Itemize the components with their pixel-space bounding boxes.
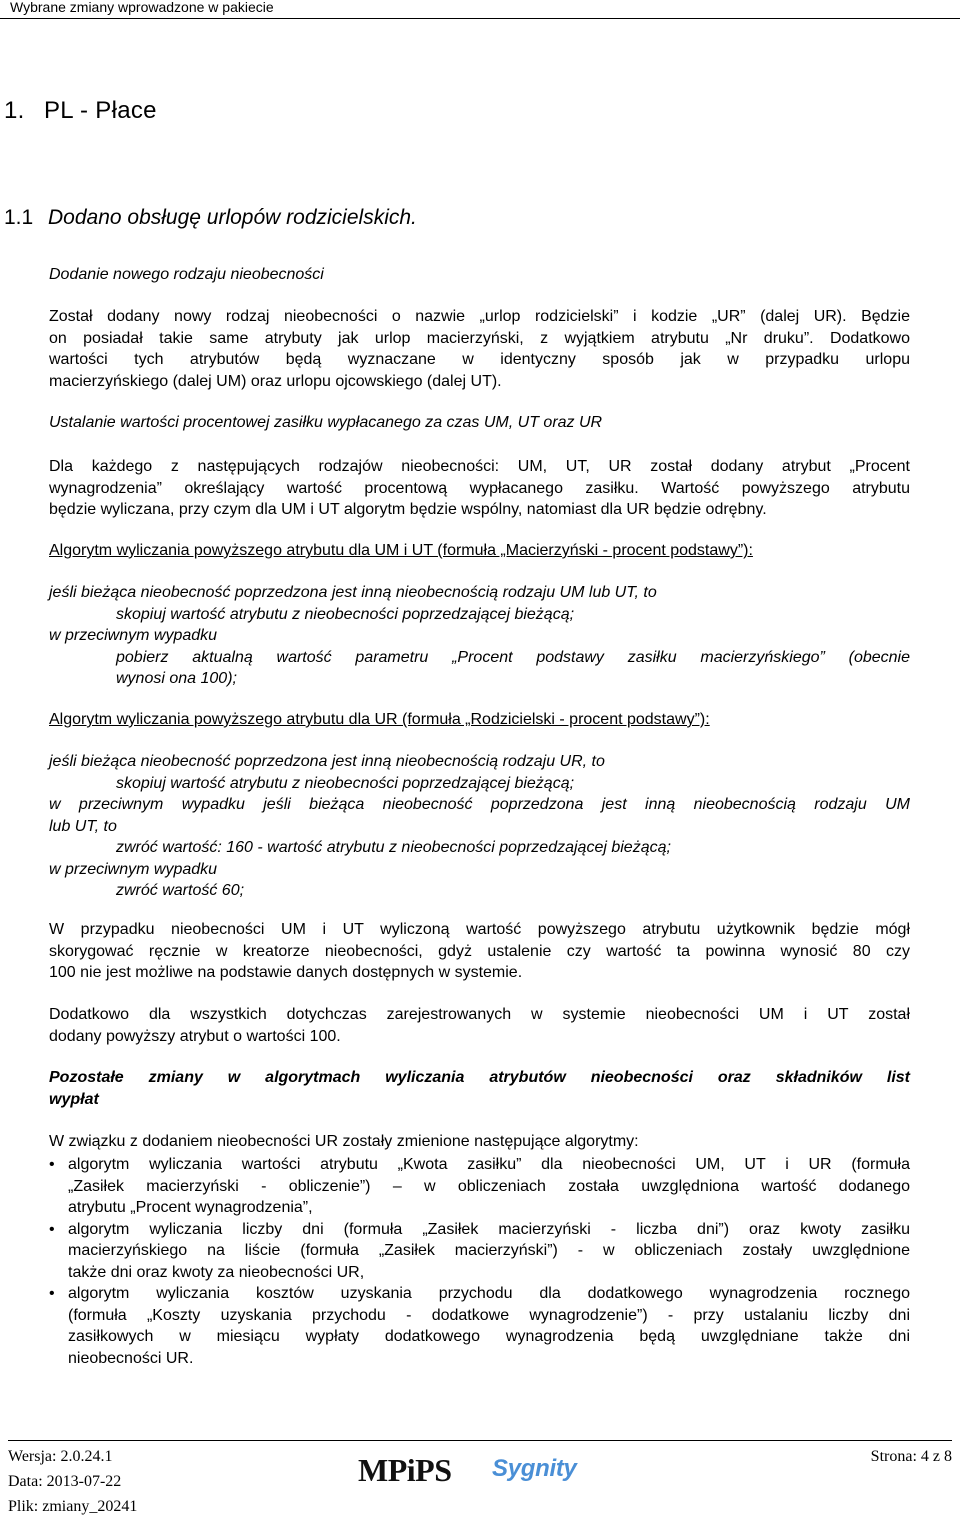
paragraph-line: macierzyńskiego (dalej UM) oraz urlopu ojcowskiego (dalej UT).: [49, 372, 502, 390]
algorithm-line: w przeciwnym wypadku: [49, 627, 218, 644]
paragraph-existing-absences: [49, 1004, 910, 1047]
list-item-line: • algorytm wyliczania kosztów uzyskania przychodu dla dodatkowego wynagrodzenia rocznego: [68, 1285, 910, 1302]
paragraph-line: W przypadku nieobecności UM i UT wyliczoną wartość powyższego atrybutu użytkownik będzie mógł: [49, 921, 910, 938]
paragraph-line: wartości tych atrybutów będą wyznaczane w identyczny sposób jak w przypadku urlopu: [49, 351, 910, 368]
subheading-new-absence-type: Dodanie nowego rodzaju nieobecności: [49, 266, 324, 283]
algorithm-line: pobierz aktualną wartość parametru „Procent podstawy zasiłku macierzyńskiego” (obecnie: [116, 648, 910, 666]
subheading-percent-value: Ustalanie wartości procentowej zasiłku wypłacanego za czas UM, UT oraz UR: [49, 414, 603, 431]
subheading-other-changes: [49, 1067, 910, 1110]
paragraph-line: Został dodany nowy rodzaj nieobecności o nazwie „urlop rodzicielski” i kodzie „UR” (dalej UR). Będzie: [49, 308, 910, 325]
paragraph-new-absence: [49, 306, 910, 392]
paragraph-line: dodany powyższy atrybut o wartości 100.: [49, 1027, 341, 1045]
chapter-number: 1.: [4, 97, 25, 124]
algorithm-line: zwróć wartość 60;: [116, 882, 245, 899]
paragraph-line: 100 nie jest możliwe na podstawie danych dostępnych w systemie.: [49, 964, 523, 981]
paragraph-manual-correction: [49, 919, 910, 984]
algorithm-um-ut-body: [49, 582, 910, 690]
header-rule: [0, 18, 960, 19]
subheading-line: Pozostałe zmiany w algorytmach wyliczania atrybutów nieobecności oraz składników list: [49, 1069, 910, 1086]
changed-algorithms-list: [49, 1154, 910, 1369]
changes-intro: W związku z dodaniem nieobecności UR zostały zmienione następujące algorytmy:: [49, 1133, 639, 1150]
list-item: [49, 1219, 910, 1284]
algorithm-line: skopiuj wartość atrybutu z nieobecności poprzedzającej bieżącą;: [116, 774, 575, 792]
footer-meta: [8, 1444, 137, 1519]
paragraph-line: skorygować ręcznie w kreatorze nieobecności, gdyż ustalenie czy wartość ta powinna wynosić 80 czy: [49, 942, 910, 960]
algorithm-line: skopiuj wartość atrybutu z nieobecności poprzedzającej bieżącą;: [116, 605, 575, 623]
subheading-line: wypłat: [49, 1090, 99, 1108]
paragraph-line: wynagrodzenia” określający wartość procentową wypłacanego zasiłku. Wartość powyższego atrybutu: [49, 479, 910, 497]
chapter-title: PL - Płace: [44, 97, 157, 124]
algorithm-line: jeśli bieżąca nieobecność poprzedzona jest inną nieobecnością rodzaju UR, to: [49, 753, 605, 770]
list-item: [49, 1154, 910, 1219]
list-item-line: (formuła „Koszty uzyskania przychodu - dodatkowe wynagrodzenie”) - przy ustalaniu liczby dni: [68, 1306, 910, 1324]
algorithm-line: wynosi ona 100);: [116, 670, 237, 687]
footer-version: Wersja: 2.0.24.1: [8, 1448, 113, 1465]
list-item-line: • algorytm wyliczania liczby dni (formuła „Zasiłek macierzyński - liczba dni”) oraz kwoty zasiłku: [68, 1220, 910, 1238]
chapter-heading: [4, 97, 157, 125]
list-item: [49, 1283, 910, 1369]
list-item-line: zasiłkowych w miesiącu wypłaty dodatkowego wynagrodzenia będą uwzględniane także dni: [68, 1328, 910, 1345]
algorithm-um-ut-heading: Algorytm wyliczania powyższego atrybutu dla UM i UT (formuła „Macierzyński - procent podstawy”):: [49, 542, 753, 559]
algorithm-ur-body: [49, 751, 910, 902]
algorithm-line: zwróć wartość: 160 - wartość atrybutu z nieobecności poprzedzającej bieżącą;: [116, 839, 671, 856]
section-heading: [4, 206, 417, 230]
footer-rule: [8, 1440, 952, 1441]
list-item-line: macierzyńskiego na liście (formuła „Zasiłek macierzyński”) - w obliczeniach zostały uwzględnione: [68, 1242, 910, 1259]
sygnity-logo: Sygnity: [492, 1455, 577, 1482]
list-item-line: • algorytm wyliczania wartości atrybutu „Kwota zasiłku” dla nieobecności UM, UT i UR (formuła: [68, 1156, 910, 1173]
list-item-line: atrybutu „Procent wynagrodzenia”,: [68, 1199, 313, 1216]
running-header-title: Wybrane zmiany wprowadzone w pakiecie: [10, 0, 274, 15]
section-number: 1.1: [4, 206, 34, 229]
paragraph-percent: [49, 456, 910, 521]
footer-date: Data: 2013-07-22: [8, 1473, 122, 1490]
mpips-logo: MPiPS: [358, 1452, 452, 1488]
footer-file: Plik: zmiany_20241: [8, 1498, 138, 1515]
footer-page-number: Strona: 4 z 8: [870, 1448, 952, 1465]
algorithm-line: jeśli bieżąca nieobecność poprzedzona jest inną nieobecnością rodzaju UM lub UT, to: [49, 584, 657, 601]
list-item-line: nieobecności UR.: [68, 1349, 194, 1367]
list-item-line: „Zasiłek macierzyński - obliczenie”) – w obliczeniach została uwzględniona wartość dodanego: [68, 1177, 910, 1195]
list-item-line: także dni oraz kwoty za nieobecności UR,: [68, 1263, 365, 1281]
algorithm-line: lub UT, to: [49, 817, 117, 835]
paragraph-line: on posiadał takie same atrybuty jak urlop macierzyński, z wyjątkiem atrybutu „Nr druku”. Dodatkowo: [49, 329, 910, 347]
algorithm-line: w przeciwnym wypadku: [49, 860, 218, 878]
running-header: [0, 0, 960, 22]
algorithm-line: w przeciwnym wypadku jeśli bieżąca nieobecność poprzedzona jest inną nieobecnością rodzaju UM: [49, 796, 910, 813]
paragraph-line: będzie wyliczana, przy czym dla UM i UT algorytm będzie wspólny, natomiast dla UR będzie odrębny.: [49, 501, 767, 518]
paragraph-line: Dodatkowo dla wszystkich dotychczas zarejestrowanych w systemie nieobecności UM i UT został: [49, 1006, 910, 1023]
algorithm-ur-heading: Algorytm wyliczania powyższego atrybutu dla UR (formuła „Rodzicielski - procent podstawy”):: [49, 711, 710, 728]
section-title: Dodano obsługę urlopów rodzicielskich.: [48, 206, 417, 229]
paragraph-line: Dla każdego z następujących rodzajów nieobecności: UM, UT, UR został dodany atrybut „Procent: [49, 458, 910, 475]
